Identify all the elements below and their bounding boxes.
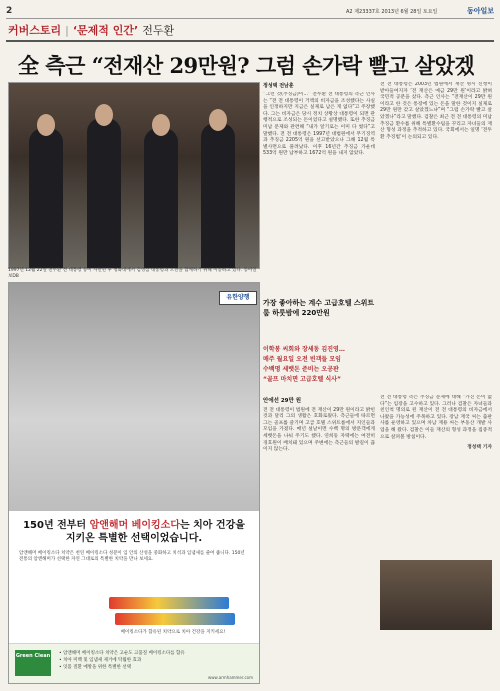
ad-headline-suffix: 는 치아 건강을 지키온 특별한 선택이었습니다. [65, 520, 245, 544]
advertisement[interactable] [8, 282, 260, 684]
article-text: 전 전 대통령 측은 추징금 문제에 대해 “가진 돈이 없다”는 입장을 고수하고 있다. 그러나 검찰은 자녀들과 친인척 명의로 된 재산이 전 전 대통령의 비자금에서 나왔을 가능성에 주목하고 있다. 장남 재국 씨는 출판사를 운영하고 있으며 차남 재용 씨는 부동산 개발 사업을 해 왔다. 검찰은 이들 재산의 형성 과정을 집중적으로 살펴볼 방침이다. [380, 395, 492, 440]
article-column-4 [380, 395, 492, 685]
series-name: ‘문제적 인간’ [72, 24, 139, 37]
section-rule [6, 40, 494, 42]
ad-bullet: • 암앤해머 베이킹소다 치약은 고순도 고품질 베이킹소다를 함유 [59, 651, 185, 656]
inline-photo [380, 560, 492, 630]
reporter-credit: 정성택 기자 [467, 445, 492, 451]
article-column-2: 전 전 대통령은 2003년 법원에서 재산 명시 신청이 받아들여지자 ‘전 재산은 예금 29만 원’이라고 밝혀 국민적 공분을 샀다. 측근 인사는 “전재산이 29만 원이라고 한 것은 통장에 있는 돈을 말한 것이지 실제로 29만 원만 갖고 살았겠느냐”며 “그럼 손가락 빨고 살았겠나”라고 말했다. 검찰은 최근 전 전 대통령의 미납 추징금 환수를 위해 특별환수팀을 꾸리고 자녀들의 재산 형성 과정을 추적하고 있다. 국회에서는 일명 ‘전두환 추징법’이 논의되고 있다. [380, 82, 492, 140]
page-header [6, 6, 494, 19]
pull-quote-line: 수백명 세뱃돈 준비는 오공판 [263, 366, 339, 373]
photo-figure-head [37, 114, 55, 136]
ad-bullet: • 치아 미백 및 입냄새 제거에 탁월한 효과 [59, 658, 142, 663]
news-photo [8, 82, 260, 269]
toothpaste-tube-icon [115, 613, 235, 625]
green-clean-badge: Green Clean [15, 650, 51, 676]
photo-figure-head [95, 104, 113, 126]
pull-quote-list [263, 345, 375, 385]
ad-headline-prefix: 150년 전부터 [23, 520, 90, 531]
section-divider: | [65, 24, 69, 37]
pull-quote-line: 이학봉 씨회와 장세동 김진영… [263, 346, 345, 353]
pull-quote-line: 매주 월요일 오전 빈객들 모임 [263, 356, 341, 363]
ad-logo: 유한양행 [219, 291, 257, 305]
ad-product [99, 593, 247, 639]
photo-figure [201, 123, 235, 268]
article-text: 전 전 대통령이 법원에 전 재산이 29만 원이라고 밝힌 것과 달리 그의 생활은 호화로웠다. 측근들에 따르면 그는 골프를 즐기며 고급 호텔 스위트룸에서 지인들과 모임을 가졌다. 매년 설날이면 수백 명의 방문객에게 세뱃돈을 나눠 주기도 했다. 연희동 자택에는 여전히 경호원이 배치돼 있으며 주변에는 측근들의 발길이 끊이지 않는다. [263, 407, 375, 453]
page-headline: 全 측근 “전재산 29만원? 그럼 손가락 빨고 살았겠 [18, 53, 475, 78]
ad-url[interactable]: www.armhammer.com [208, 675, 253, 680]
photo-figure-head [209, 109, 227, 131]
section-label [8, 22, 174, 38]
article-byline: 정성택 전남훈 [263, 83, 294, 89]
article-column-3 [263, 395, 375, 685]
photo-figure [87, 118, 121, 268]
photo-caption: 1997년 12월 22일 전두환 전 대통령 등이 사면된 후 청와대에서 김영삼 대통령과 오찬을 함께하기 위해 이동하고 있다. 동아일보DB [8, 268, 257, 279]
ad-bullet: • 잇몸 질환 예방을 위한 특별한 선택 [59, 665, 132, 670]
ad-headline-highlight: 암앤해머 베이킹소다 [89, 520, 180, 531]
ad-product-label: 베이킹소다가 함유된 치약으로 치아 건강을 지키세요! [120, 630, 226, 635]
ad-headline [19, 519, 249, 545]
ad-footer [9, 643, 259, 684]
issue-date: A2 제23337호 2013년 6월 28일 토요일 [346, 9, 438, 15]
pull-quote: 가장 좋아하는 계수 고급호텔 스위트룸 하룻밤에 220만원 [263, 299, 375, 317]
ad-body: 암앤해머 베이킹소다 치약은 천연 베이킹소다 성분이 입 안의 산성을 중화하고 치석과 입냄새를 줄여 줍니다. 150년 전통의 암앤해머가 선택한 자연 그대로의 특별한 치약을 만나 보세요. [19, 551, 245, 562]
photo-figure-head [152, 114, 170, 136]
article-column-1: “그런 것(추징금)이...” 전두환 전 대통령의 측근 인사는 “전 전 대통령이 거액의 비자금을 조성했다는 사실을 인정하지만 지금은 실제로 남은 게 없다”고 주장했다. 그는 비자금은 당시 정치 상황상 대통령이 되면 관행적으로 조성되는 돈이었다고 설명했다. 또한 추징금 미납 문제와 관련해 “내가 알기로는 이미 다 썼다”고 말했다. 전 전 대통령은 1997년 대법원에서 무기징역과 추징금 2205억 원을 선고받았으나 그해 12월 특별사면으로 풀려났다. 이후 16년간 추징금 가운데 533억 원만 납부하고 1672억 원을 내지 않았다. [263, 92, 375, 157]
photo-figure [29, 128, 63, 268]
series-subject: 전두환 [142, 24, 175, 37]
page-number: 2 [6, 6, 13, 16]
photo-figure [144, 128, 178, 268]
newspaper-brand: 동아일보 [466, 7, 494, 15]
section-name: 커버스토리 [8, 24, 62, 37]
article-subhead: 안에선 29만 원 [263, 398, 302, 404]
ad-photo [9, 283, 259, 511]
pull-quote-line: “골프 마치면 고급호텔 식사” [263, 376, 341, 383]
toothpaste-tube-icon [109, 597, 229, 609]
ad-bullets [59, 650, 209, 671]
